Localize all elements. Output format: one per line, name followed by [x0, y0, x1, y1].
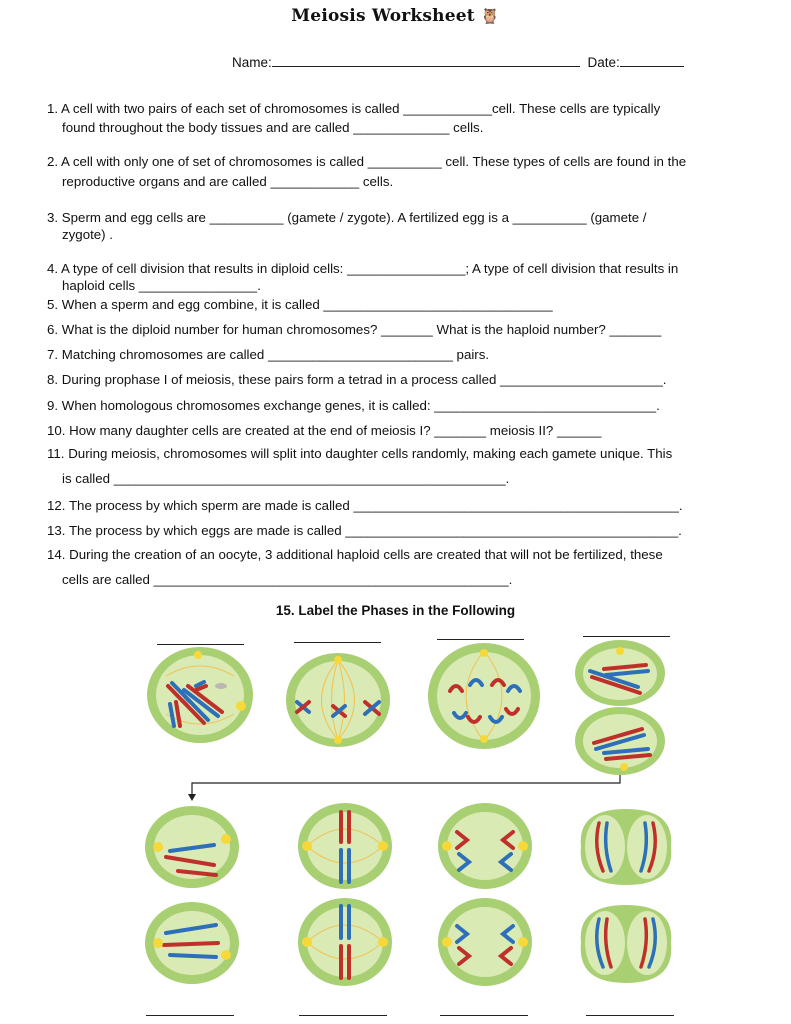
cell-metaphase-1	[285, 652, 392, 748]
cell-telophase-2	[577, 803, 675, 989]
cell-metaphase-2	[297, 802, 393, 988]
question-7-text: 7. Matching chromosomes are called _________________________ pairs.	[47, 347, 490, 362]
question-3-line-2: zygote) .	[62, 227, 113, 242]
question-14-line-2: cells are called ________________________________________________.	[62, 572, 513, 587]
question-5-text: 5. When a sperm and egg combine, it is called _______________________________	[47, 297, 553, 312]
cell-anaphase-2	[437, 802, 533, 988]
owl-icon: 🦉	[480, 7, 500, 25]
question-10-text: 10. How many daughter cells are created at the end of meiosis I? _______ meiosis II? ______	[47, 423, 602, 438]
question-3-line-1: 3. Sperm and egg cells are __________ (gamete / zygote). A fertilized egg is a __________ (gamete /	[47, 210, 647, 225]
question-2-line-1: 2. A cell with only one of set of chromosomes is called __________ cell. These types of cells are found in the	[47, 154, 687, 169]
question-4-line-1: 4. A type of cell division that results in diploid cells: ________________; A type of cell division that results in	[47, 261, 679, 276]
question-9-text: 9. When homologous chromosomes exchange genes, it is called: ______________________________.	[47, 398, 660, 413]
section-15-title: 15. Label the Phases in the Following	[275, 603, 516, 618]
question-8-text: 8. During prophase I of meiosis, these pairs form a tetrad in a process called ______________________.	[47, 372, 667, 387]
cell-anaphase-1	[428, 643, 541, 750]
date-label: Date:	[587, 55, 620, 70]
question-2-line-2: reproductive organs and are called ____________ cells.	[62, 174, 394, 189]
question-11-line-1: 11. During meiosis, chromosomes will split into daughter cells randomly, making each gamete unique. This	[47, 446, 673, 461]
cell-prophase-2	[144, 805, 241, 985]
question-14-line-1: 14. During the creation of an oocyte, 3 additional haploid cells are created that will not be fertilized, these	[47, 547, 663, 562]
cell-prophase-1	[146, 646, 254, 744]
name-label: Name:	[232, 55, 272, 70]
cell-telophase-1	[574, 639, 666, 777]
question-13-text: 13. The process by which eggs are made is called _____________________________________________.	[47, 523, 682, 538]
question-6-text: 6. What is the diploid number for human chromosomes? _______ What is the haploid number? _______	[47, 322, 662, 337]
question-4-line-2: haploid cells ________________.	[62, 278, 261, 293]
question-1-line-1: 1. A cell with two pairs of each set of chromosomes is called ____________cell. These cells are typically	[47, 101, 661, 116]
title-text: Meiosis Worksheet	[291, 6, 475, 26]
question-1-line-2: found throughout the body tissues and are called _____________ cells.	[62, 120, 484, 135]
question-11-line-2: is called _____________________________________________________.	[62, 471, 510, 486]
question-12-text: 12. The process by which sperm are made is called ____________________________________________.	[47, 498, 683, 513]
